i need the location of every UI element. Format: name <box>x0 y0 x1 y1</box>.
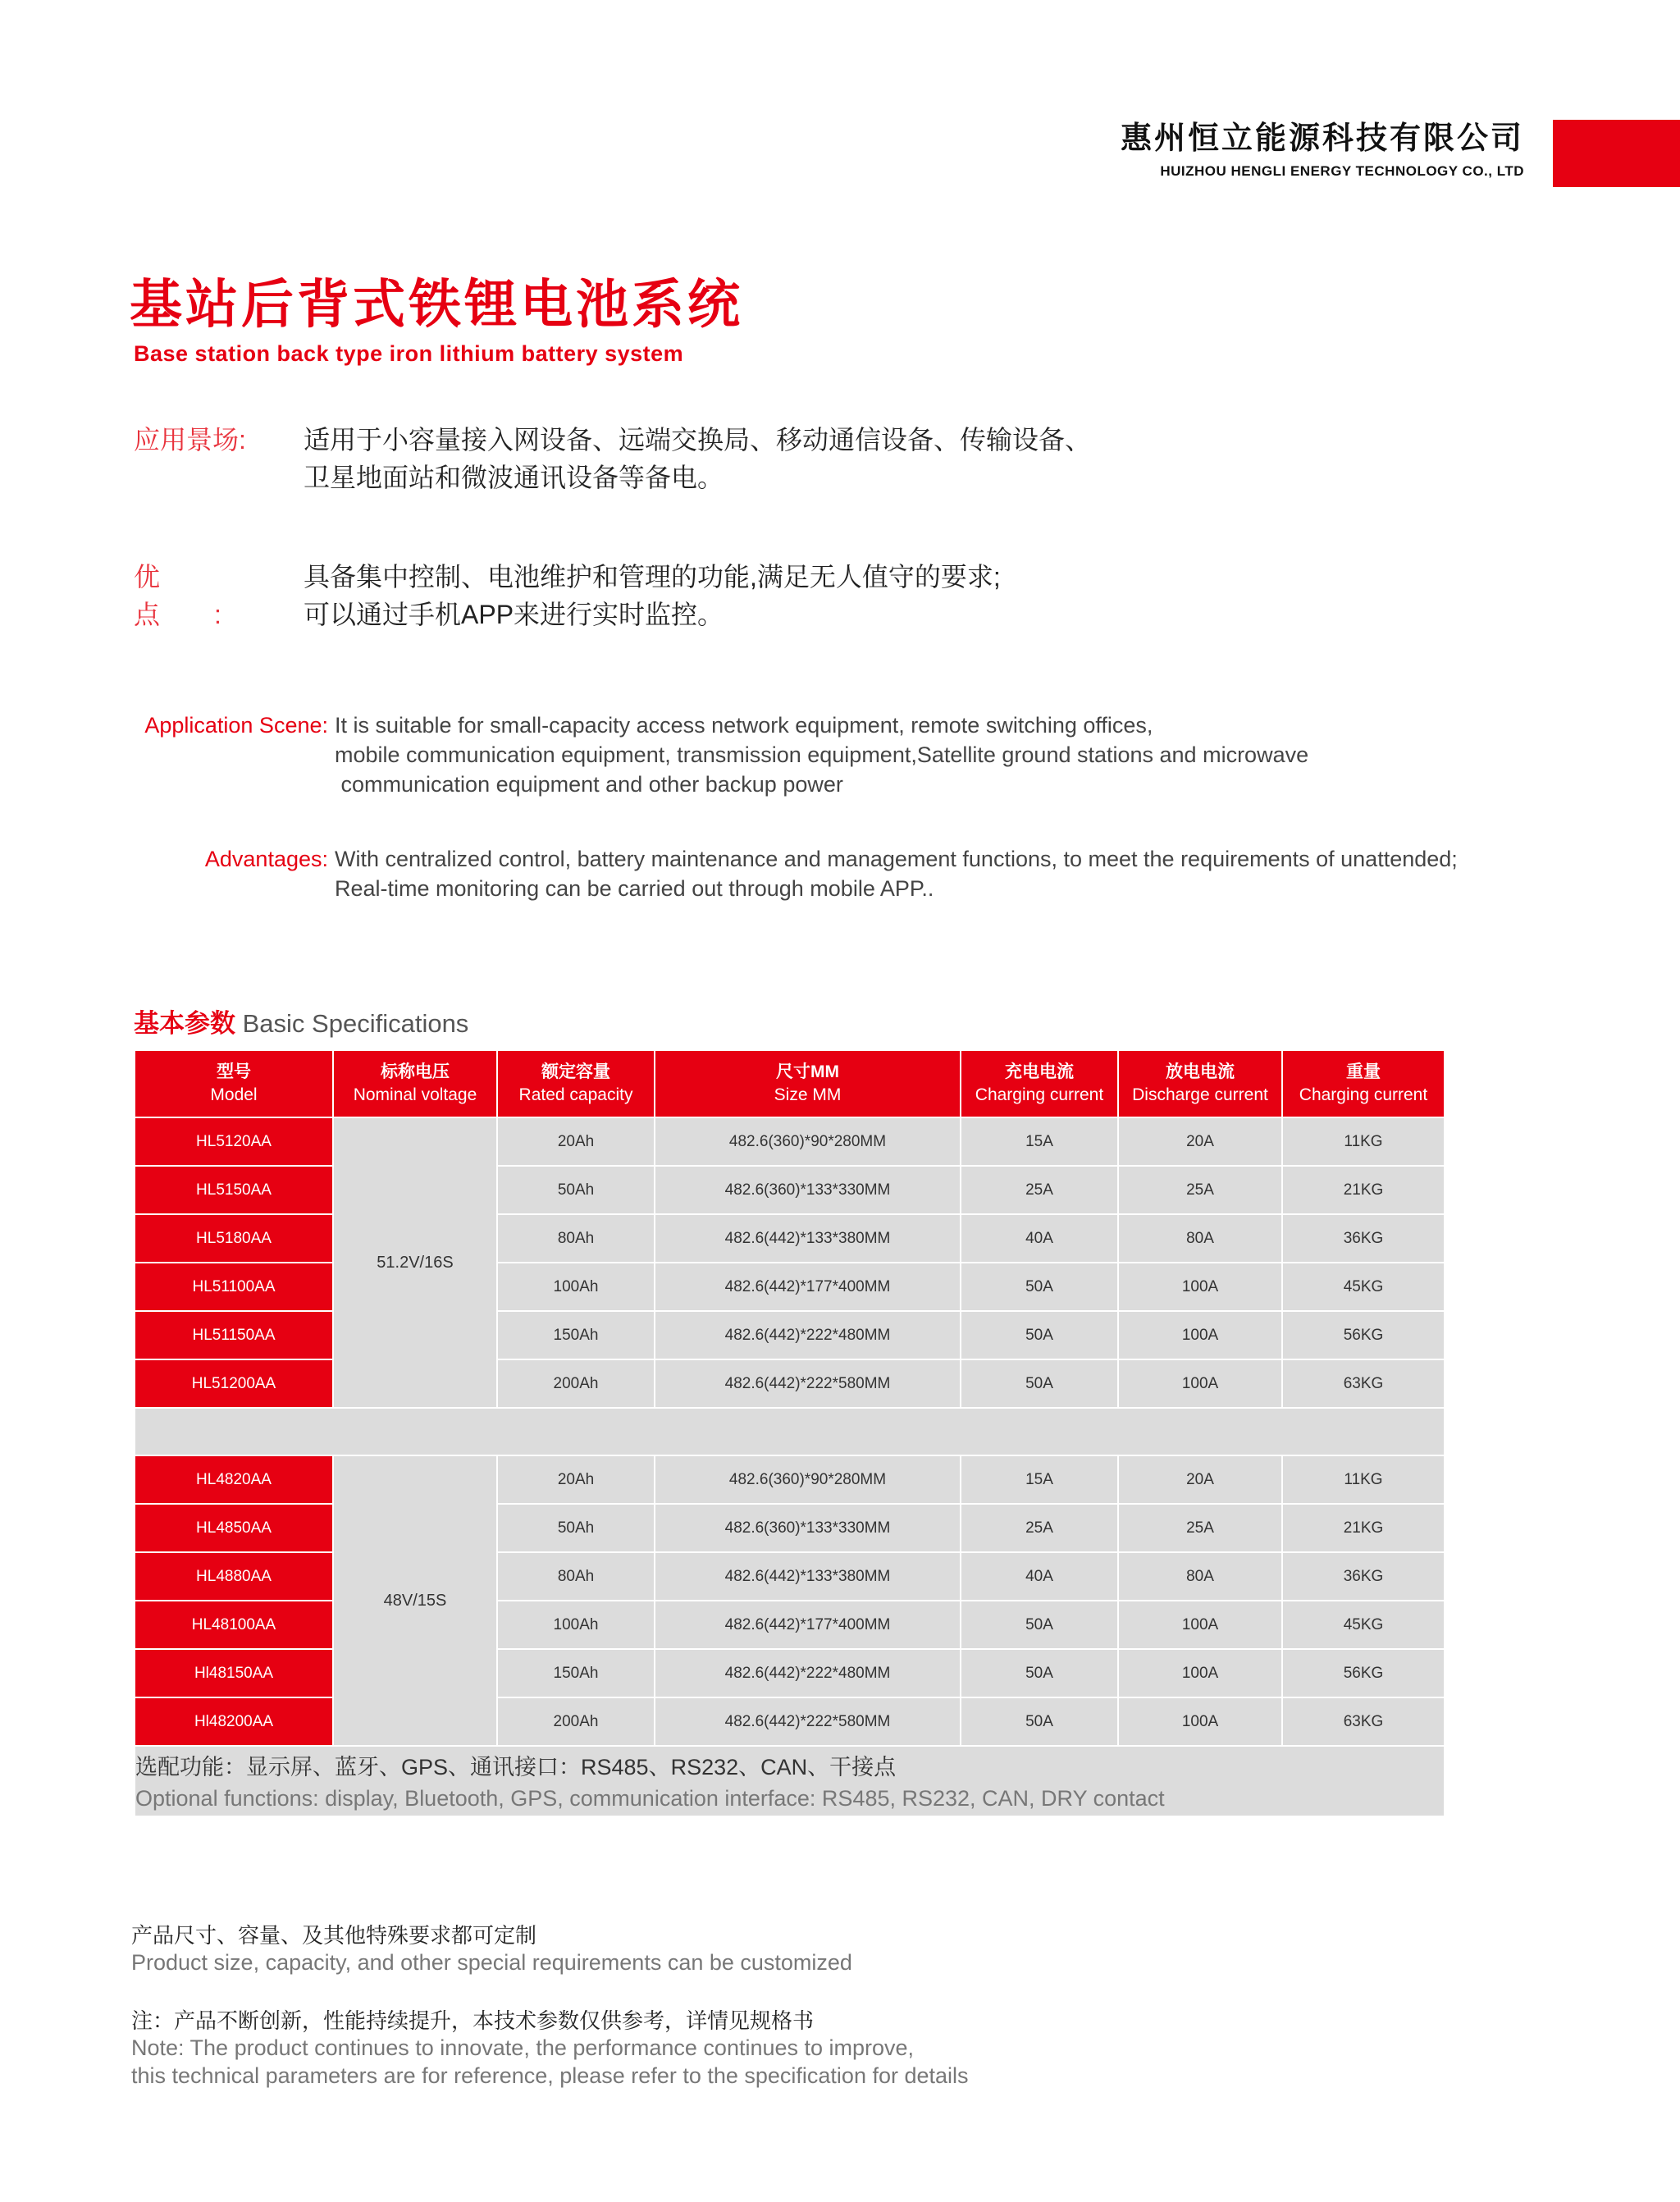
capacity-cell: 80Ah <box>497 1552 655 1601</box>
text-line: It is suitable for small-capacity access network equipment, remote switching offices, <box>335 713 1153 738</box>
column-header-cn: 重量 <box>1346 1062 1381 1081</box>
column-header-en: Model <box>210 1085 258 1104</box>
column-header-weight <box>1282 1050 1445 1117</box>
table-row <box>135 1166 1445 1214</box>
customization-note-cn: 产品尺寸、容量、及其他特殊要求都可定制 <box>131 1923 537 1948</box>
column-header-capacity <box>497 1050 655 1117</box>
customization-note <box>131 1922 1362 1976</box>
column-header-discharge <box>1118 1050 1282 1117</box>
optional-functions-en: Optional functions: display, Bluetooth, GPS, communication interface: RS485, RS232, CAN, DRY contact <box>135 1786 1165 1811</box>
table-row <box>135 1455 1445 1504</box>
table-row <box>135 1311 1445 1359</box>
table-row <box>135 1649 1445 1697</box>
discharge-cell: 100A <box>1118 1263 1282 1311</box>
model-cell: HL4850AA <box>135 1504 333 1552</box>
charge-cell: 50A <box>961 1649 1118 1697</box>
specs-heading-cn: 基本参数 <box>134 1009 235 1038</box>
table-row <box>135 1601 1445 1649</box>
advantages-text-cn <box>304 558 1288 633</box>
size-cell: 482.6(360)*90*280MM <box>655 1455 961 1504</box>
column-header-en: Nominal voltage <box>353 1085 477 1104</box>
model-cell: Hl48150AA <box>135 1649 333 1697</box>
column-header-size <box>655 1050 961 1117</box>
capacity-cell: 150Ah <box>497 1649 655 1697</box>
size-cell: 482.6(442)*177*400MM <box>655 1601 961 1649</box>
discharge-cell: 25A <box>1118 1504 1282 1552</box>
weight-cell: 45KG <box>1282 1601 1445 1649</box>
model-cell: HL51200AA <box>135 1359 333 1408</box>
size-cell: 482.6(442)*222*580MM <box>655 1697 961 1746</box>
column-header-en: Charging current <box>975 1085 1104 1104</box>
discharge-cell: 80A <box>1118 1214 1282 1263</box>
model-cell: HL51100AA <box>135 1263 333 1311</box>
charge-cell: 50A <box>961 1697 1118 1746</box>
column-header-cn: 额定容量 <box>541 1062 610 1081</box>
weight-cell: 36KG <box>1282 1552 1445 1601</box>
discharge-cell: 100A <box>1118 1649 1282 1697</box>
text-line: mobile communication equipment, transmission equipment,Satellite ground stations and microwave <box>335 742 1309 767</box>
capacity-cell: 100Ah <box>497 1601 655 1649</box>
company-brand <box>1121 119 1524 181</box>
specs-heading <box>134 1007 468 1040</box>
model-cell: HL51150AA <box>135 1311 333 1359</box>
optional-functions-cn: 选配功能：显示屏、蓝牙、GPS、通讯接口：RS485、RS232、CAN、干接点 <box>135 1755 897 1779</box>
model-cell: Hl48200AA <box>135 1697 333 1746</box>
advantages-label-en: Advantages: <box>204 847 328 871</box>
group-spacer-row <box>135 1408 1445 1455</box>
weight-cell: 36KG <box>1282 1214 1445 1263</box>
charge-cell: 50A <box>961 1601 1118 1649</box>
application-scene-text-cn <box>304 421 1288 496</box>
capacity-cell: 200Ah <box>497 1359 655 1408</box>
charge-cell: 15A <box>961 1455 1118 1504</box>
capacity-cell: 80Ah <box>497 1214 655 1263</box>
capacity-cell: 50Ah <box>497 1504 655 1552</box>
advantages-text-en <box>335 844 1672 903</box>
table-header-row <box>135 1050 1445 1117</box>
column-header-charge <box>961 1050 1118 1117</box>
column-header-cn: 标称电压 <box>381 1062 450 1081</box>
charge-cell: 25A <box>961 1166 1118 1214</box>
table-row <box>135 1263 1445 1311</box>
company-name-cn: 惠州恒立能源科技有限公司 <box>1120 121 1524 156</box>
capacity-cell: 50Ah <box>497 1166 655 1214</box>
discharge-cell: 100A <box>1118 1697 1282 1746</box>
spacer-cell <box>135 1408 1445 1455</box>
column-header-cn: 尺寸MM <box>776 1062 839 1081</box>
column-header-cn: 放电电流 <box>1166 1062 1235 1081</box>
column-header-en: Rated capacity <box>518 1085 633 1104</box>
weight-cell: 56KG <box>1282 1311 1445 1359</box>
weight-cell: 63KG <box>1282 1359 1445 1408</box>
size-cell: 482.6(442)*177*400MM <box>655 1263 961 1311</box>
capacity-cell: 20Ah <box>497 1455 655 1504</box>
column-header-voltage <box>333 1050 497 1117</box>
charge-cell: 50A <box>961 1263 1118 1311</box>
customization-note-en: Product size, capacity, and other special requirements can be customized <box>131 1950 852 1975</box>
application-scene-text-en <box>335 710 1672 799</box>
application-scene-label-en: Application Scene: <box>144 713 328 738</box>
optional-functions-cell <box>135 1746 1445 1816</box>
table-row <box>135 1552 1445 1601</box>
weight-cell: 11KG <box>1282 1455 1445 1504</box>
weight-cell: 21KG <box>1282 1504 1445 1552</box>
model-cell: HL4820AA <box>135 1455 333 1504</box>
model-cell: HL4880AA <box>135 1552 333 1601</box>
text-line: 可以通过手机APP来进行实时监控。 <box>304 600 724 629</box>
page-title-cn: 基站后背式铁锂电池系统 <box>130 275 743 334</box>
company-name-en: HUIZHOU HENGLI ENERGY TECHNOLOGY CO., LTD <box>1160 163 1524 179</box>
size-cell: 482.6(442)*133*380MM <box>655 1214 961 1263</box>
application-scene-label-cn: 应用景场: <box>134 425 246 455</box>
size-cell: 482.6(360)*90*280MM <box>655 1117 961 1166</box>
text-line: 卫星地面站和微波通讯设备等备电。 <box>304 463 724 492</box>
discharge-cell: 100A <box>1118 1359 1282 1408</box>
model-cell: HL48100AA <box>135 1601 333 1649</box>
table-row <box>135 1214 1445 1263</box>
size-cell: 482.6(442)*222*480MM <box>655 1649 961 1697</box>
weight-cell: 11KG <box>1282 1117 1445 1166</box>
capacity-cell: 150Ah <box>497 1311 655 1359</box>
size-cell: 482.6(442)*222*480MM <box>655 1311 961 1359</box>
weight-cell: 56KG <box>1282 1649 1445 1697</box>
discharge-cell: 80A <box>1118 1552 1282 1601</box>
weight-cell: 21KG <box>1282 1166 1445 1214</box>
weight-cell: 63KG <box>1282 1697 1445 1746</box>
page-title-en: Base station back type iron lithium battery system <box>134 341 684 366</box>
charge-cell: 40A <box>961 1214 1118 1263</box>
text-line: 适用于小容量接入网设备、远端交换局、移动通信设备、传输设备、 <box>304 425 1092 455</box>
brand-accent-block <box>1553 120 1680 187</box>
voltage-cell: 51.2V/16S <box>333 1117 497 1408</box>
advantages-label-cn: 优点: <box>134 562 276 629</box>
discharge-cell: 20A <box>1118 1117 1282 1166</box>
capacity-cell: 100Ah <box>497 1263 655 1311</box>
disclaimer-note-en-line1: Note: The product continues to innovate, the performance continues to improve, <box>131 2035 915 2060</box>
optional-functions-row <box>135 1746 1445 1816</box>
size-cell: 482.6(360)*133*330MM <box>655 1504 961 1552</box>
discharge-cell: 100A <box>1118 1311 1282 1359</box>
size-cell: 482.6(442)*133*380MM <box>655 1552 961 1601</box>
charge-cell: 50A <box>961 1311 1118 1359</box>
charge-cell: 25A <box>961 1504 1118 1552</box>
model-cell: HL5150AA <box>135 1166 333 1214</box>
column-header-en: Charging current <box>1299 1085 1428 1104</box>
discharge-cell: 20A <box>1118 1455 1282 1504</box>
charge-cell: 50A <box>961 1359 1118 1408</box>
model-cell: HL5180AA <box>135 1214 333 1263</box>
capacity-cell: 200Ah <box>497 1697 655 1746</box>
table-row <box>135 1504 1445 1552</box>
disclaimer-note-en-line2: this technical parameters are for reference, please refer to the specification for details <box>131 2063 969 2088</box>
column-header-model <box>135 1050 333 1117</box>
discharge-cell: 100A <box>1118 1601 1282 1649</box>
charge-cell: 40A <box>961 1552 1118 1601</box>
column-header-cn: 充电电流 <box>1005 1062 1074 1081</box>
text-line: With centralized control, battery maintenance and management functions, to meet the requirements of unattended; <box>335 847 1458 871</box>
table-row <box>135 1359 1445 1408</box>
size-cell: 482.6(442)*222*580MM <box>655 1359 961 1408</box>
model-cell: HL5120AA <box>135 1117 333 1166</box>
voltage-cell: 48V/15S <box>333 1455 497 1746</box>
specs-heading-en: Basic Specifications <box>242 1009 469 1038</box>
size-cell: 482.6(360)*133*330MM <box>655 1166 961 1214</box>
charge-cell: 15A <box>961 1117 1118 1166</box>
weight-cell: 45KG <box>1282 1263 1445 1311</box>
column-header-en: Size MM <box>774 1085 842 1104</box>
column-header-en: Discharge current <box>1132 1085 1268 1104</box>
column-header-cn: 型号 <box>217 1062 251 1081</box>
table-row <box>135 1697 1445 1746</box>
disclaimer-note <box>131 2008 1362 2090</box>
text-line: 具备集中控制、电池维护和管理的功能,满足无人值守的要求; <box>304 562 1001 592</box>
specs-table <box>134 1049 1445 1816</box>
table-row <box>135 1117 1445 1166</box>
discharge-cell: 25A <box>1118 1166 1282 1214</box>
capacity-cell: 20Ah <box>497 1117 655 1166</box>
disclaimer-note-cn: 注：产品不断创新，性能持续提升，本技术参数仅供参考，详情见规格书 <box>131 2008 815 2033</box>
text-line: Real-time monitoring can be carried out through mobile APP.. <box>335 876 934 901</box>
text-line: communication equipment and other backup power <box>335 772 843 797</box>
